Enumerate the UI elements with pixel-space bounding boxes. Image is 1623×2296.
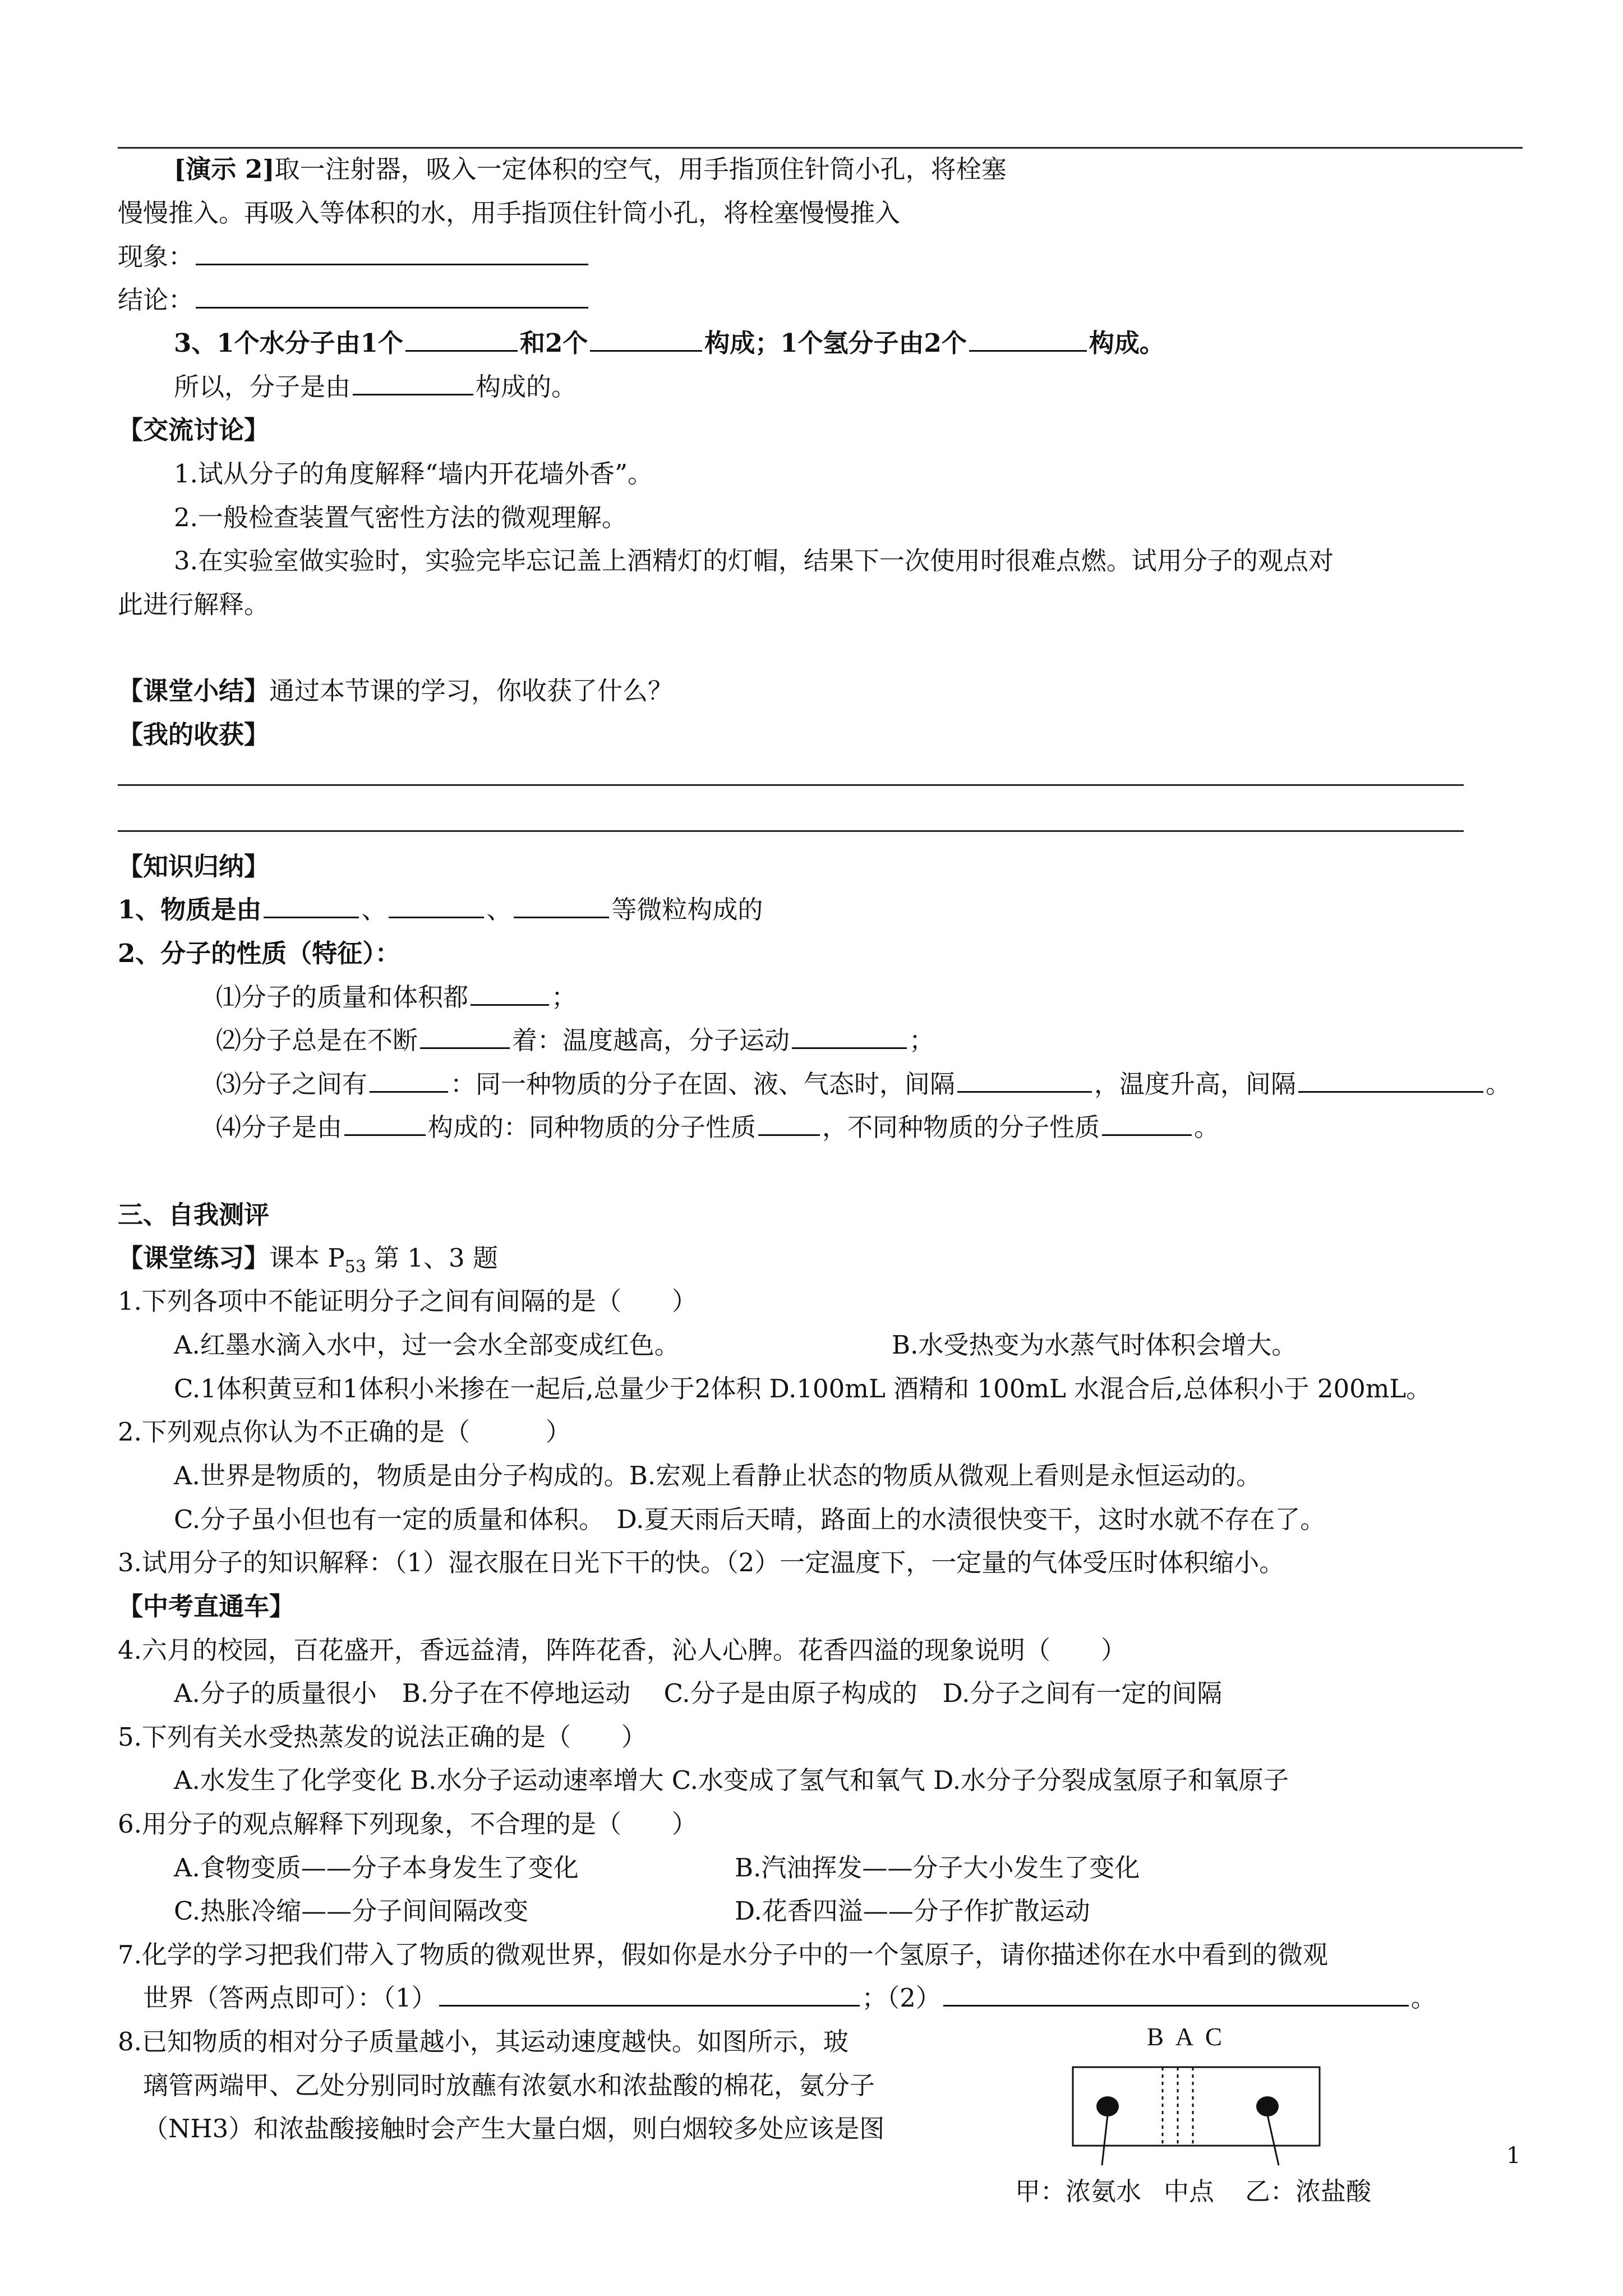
k-s2-blank2[interactable]: [792, 1024, 907, 1049]
k-s3-blank2[interactable]: [957, 1068, 1092, 1093]
phenomenon-blank[interactable]: [196, 240, 588, 265]
discussion-item-3-cont: 此进行解释。: [118, 590, 270, 619]
question-6-option-b: B.汽油挥发——分子大小发生了变化: [735, 1853, 1140, 1883]
label-ammonia: 甲：浓氨水: [1015, 2177, 1142, 2206]
q7-blank2[interactable]: [943, 1981, 1409, 2007]
question-6-option-d: D.花香四溢——分子作扩散运动: [735, 1896, 1090, 1926]
q3-blank4[interactable]: [353, 370, 473, 395]
q3-blank3[interactable]: [969, 326, 1087, 352]
question-3: 3.试用分子的知识解释：（1）湿衣服在日光下干的快。（2）一定温度下，一定量的气体受压时体积缩小。: [118, 1548, 1285, 1577]
question-2-options-cd: C.分子虽小但也有一定的质量和体积。 D.夏天雨后天晴，路面上的水渍很快变干，这时水就不存在了。: [174, 1504, 1326, 1534]
question-2: 2.下列观点你认为不正确的是（ ）: [118, 1417, 571, 1447]
knowledge-point-2: 2、分子的性质（特征）：: [118, 938, 400, 968]
knowledge-heading: 【知识归纳】: [118, 852, 270, 881]
conclusion-blank[interactable]: [196, 283, 588, 309]
k1-blank2[interactable]: [389, 893, 484, 918]
k-s3-blank3[interactable]: [1298, 1068, 1483, 1093]
question-1-option-b: B.水受热变为水蒸气时体积会增大。: [892, 1330, 1297, 1360]
k-s1-blank[interactable]: [471, 981, 549, 1006]
q3-blank2[interactable]: [590, 326, 702, 352]
conclusion-line: 结论：: [118, 283, 591, 317]
gain-heading: 【我的收获】: [118, 720, 270, 749]
gain-answer-line-2[interactable]: [118, 830, 1464, 832]
question-6-option-a: A.食物变质——分子本身发生了变化: [174, 1853, 579, 1883]
question-7-line2: 世界（答两点即可）：（1） ；（2） 。: [143, 1981, 1436, 2015]
question-7-line1: 7.化学的学习把我们带入了物质的微观世界，假如你是水分子中的一个氢原子，请你描述你在水中看到的微观: [118, 1940, 1328, 1970]
question-2-options-ab: A.世界是物质的，物质是由分子构成的。B.宏观上看静止状态的物质从微观上看则是永恒运动的。: [174, 1461, 1262, 1490]
discussion-heading: 【交流讨论】: [118, 415, 270, 445]
question-4: 4.六月的校园，百花盛开，香远益清，阵阵花香，沁人心脾。花香四溢的现象说明（ ）: [118, 1635, 1126, 1665]
q7-blank1[interactable]: [439, 1981, 860, 2007]
zhongkao-heading: 【中考直通车】: [118, 1591, 295, 1621]
tube-drawing: [1012, 2022, 1326, 2191]
question-6: 6.用分子的观点解释下列现象，不合理的是（ ）: [118, 1809, 697, 1839]
question-5-options: A.水发生了化学变化 B.水分子运动速率增大 C.水变成了氢气和氧气 D.水分子分裂成氢原子和氧原子: [174, 1765, 1289, 1795]
question-8-line1: 8.已知物质的相对分子质量越小，其运动速度越快。如图所示，玻: [118, 2027, 849, 2056]
k-s4-blank3[interactable]: [1102, 1111, 1192, 1136]
k-s3-blank1[interactable]: [370, 1068, 448, 1093]
k1-blank3[interactable]: [514, 893, 609, 918]
demo2-line2: 慢慢推入。再吸入等体积的水，用手指顶住针筒小孔，将栓塞慢慢推入: [118, 198, 901, 228]
label-hydrochloric-acid: 乙：浓盐酸: [1245, 2177, 1372, 2206]
summary-line: 【课堂小结】通过本节课的学习，你收获了什么？: [118, 676, 674, 706]
label-midpoint: 中点: [1164, 2177, 1215, 2206]
discussion-item-3: 3.在实验室做实验时，实验完毕忘记盖上酒精灯的灯帽，结果下一次使用时很难点燃。试用分子的观点对: [174, 546, 1334, 576]
question-1-option-a: A.红墨水滴入水中，过一会水全部变成红色。: [174, 1330, 680, 1360]
k-s2-blank1[interactable]: [420, 1024, 510, 1049]
q3-line: 3、1个水分子由1个 和2个 构成；1个氢分子由2个 构成。: [174, 326, 1165, 360]
knowledge-sub-2: ⑵分子总是在不断 着：温度越高，分子运动 ；: [216, 1024, 934, 1057]
question-8-line3: （NH3）和浓盐酸接触时会产生大量白烟，则白烟较多处应该是图: [143, 2114, 885, 2143]
practice-line: 【课堂练习】课本 $P_{53}$ 第 1、3 题: [118, 1243, 498, 1277]
k1-blank1[interactable]: [264, 893, 359, 918]
knowledge-sub-1: ⑴分子的质量和体积都 ；: [216, 981, 577, 1014]
phenomenon-line: 现象：: [118, 240, 591, 274]
gain-answer-line-1[interactable]: [118, 784, 1464, 786]
knowledge-sub-4: ⑷分子是由 构成的：同种物质的分子性质 ，不同种物质的分子性质 。: [216, 1111, 1219, 1144]
discussion-item-1: 1.试从分子的角度解释“墙内开花墙外香”。: [174, 459, 653, 489]
question-8-line2: 璃管两端甲、乙处分别同时放蘸有浓氨水和浓盐酸的棉花，氨分子: [143, 2070, 875, 2100]
question-6-option-c: C.热胀冷缩——分子间间隔改变: [174, 1896, 529, 1926]
self-test-heading: 三、自我测评: [118, 1200, 270, 1230]
question-1: 1.下列各项中不能证明分子之间有间隔的是（ ）: [118, 1286, 697, 1316]
question-1-options-cd: C.1体积黄豆和1体积小米掺在一起后,总量少于2体积 D.100mL 酒精和 100mL 水混合后,总体积小于 200mL。: [174, 1374, 1432, 1404]
header-rule: [118, 147, 1523, 149]
diagram-point-labels: B A C: [1147, 2023, 1226, 2051]
question-4-options: A.分子的质量很小 B.分子在不停地运动 C.分子是由原子构成的 D.分子之间有一定的间隔: [174, 1678, 1223, 1708]
page-number: 1: [1506, 2143, 1521, 2169]
demo2-line1: [演示 2]取一注射器，吸入一定体积的空气，用手指顶住针筒小孔，将栓塞: [174, 154, 1007, 184]
glass-tube-diagram: [1012, 2022, 1326, 2191]
q3-blank1[interactable]: [405, 326, 518, 352]
k-s4-blank1[interactable]: [344, 1111, 426, 1136]
q3-summary-line: 所以，分子是由 构成的。: [174, 370, 577, 404]
k-s4-blank2[interactable]: [758, 1111, 820, 1136]
question-5: 5.下列有关水受热蒸发的说法正确的是（ ）: [118, 1722, 647, 1752]
knowledge-point-1: 1、物质是由 、 、 等微粒构成的: [118, 893, 763, 927]
knowledge-sub-3: ⑶分子之间有 ：同一种物质的分子在固、液、气态时，间隔 ，温度升高，间隔 。: [216, 1068, 1511, 1101]
discussion-item-2: 2.一般检查装置气密性方法的微观理解。: [174, 503, 627, 532]
